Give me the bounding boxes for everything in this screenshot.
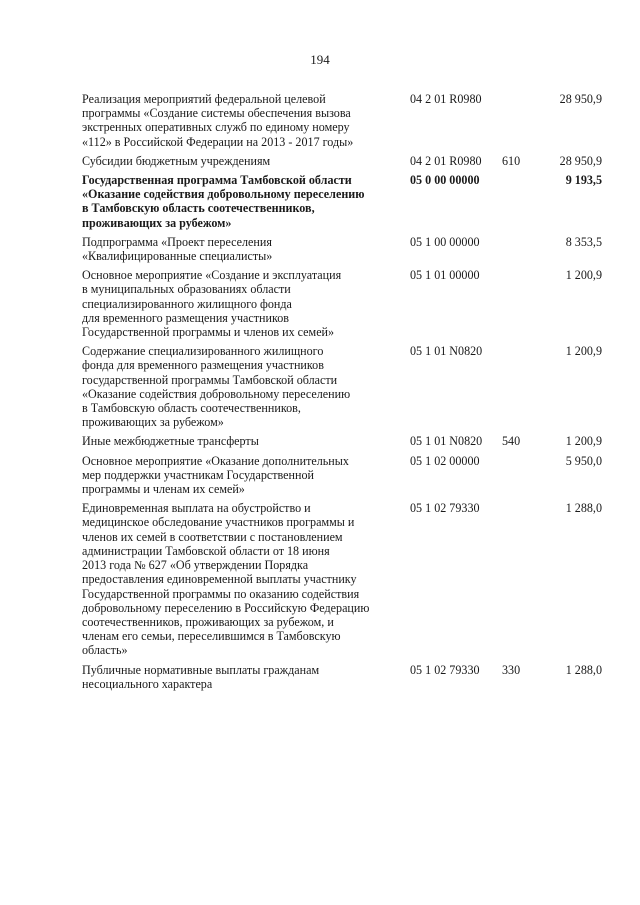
budget-table bbox=[82, 92, 602, 696]
row-name: Подпрограмма «Проект переселения «Квалифицированные специалисты» bbox=[82, 234, 273, 264]
row-name: Реализация мероприятий федеральной целевой программы «Создание системы обеспечения вызова экстренных оперативных служб по единому номеру «112» в Российской Федерации на 2013 - 2017 годы» bbox=[82, 92, 354, 149]
table-row bbox=[82, 92, 602, 149]
table-row bbox=[82, 154, 602, 168]
row-expense-type: 330 bbox=[502, 662, 521, 677]
row-code: 05 1 02 79330 bbox=[410, 501, 480, 516]
table-row bbox=[82, 663, 602, 691]
row-amount: 1 200,9 bbox=[565, 268, 602, 283]
row-code: 05 1 01 N0820 bbox=[410, 434, 483, 449]
row-code: 05 1 00 00000 bbox=[410, 234, 480, 249]
row-name: Основное мероприятие «Оказание дополнительных мер поддержки участникам Государственной программы и членам их семей» bbox=[82, 453, 349, 497]
row-amount: 1 288,0 bbox=[565, 662, 602, 677]
row-amount: 28 950,9 bbox=[559, 92, 602, 106]
row-name: Государственная программа Тамбовской области «Оказание содействия добровольному переселению в Тамбовскую область соотечественников, проживающих за рубежом» bbox=[82, 173, 365, 230]
row-name: Единовременная выплата на обустройство и медицинское обследование участников программы и членов их семей в соответствии с постановлением администрации Тамбовской области от 18 июня 2013 года № 627 «Об утверждении Порядка предоставления единовременной выплаты участнику Государственной программы по оказанию содействия добровольному переселению в Российскую Федерацию соотечественников, проживающих за рубежом, и членам его семьи, переселившимся в Тамбовскую область» bbox=[82, 501, 370, 658]
row-name: Основное мероприятие «Создание и эксплуатация в муниципальных образованиях области специализированного жилищного фонда для временного размещения участников Государственной программы и членов их семей» bbox=[82, 268, 342, 340]
row-code: 05 1 01 00000 bbox=[410, 268, 480, 283]
row-code: 05 1 02 79330 bbox=[410, 662, 480, 677]
table-row bbox=[82, 344, 602, 429]
table-row bbox=[82, 235, 602, 263]
row-amount: 5 950,0 bbox=[565, 453, 602, 468]
row-expense-type: 540 bbox=[502, 434, 521, 449]
row-name: Содержание специализированного жилищного фонда для временного размещения участников государственной программы Тамбовской области «Оказание содействия добровольному переселению в Тамбовскую область соотечественников, проживающих за рубежом» bbox=[82, 344, 351, 430]
table-row bbox=[82, 454, 602, 497]
row-amount: 1 200,9 bbox=[565, 434, 602, 449]
row-amount: 8 353,5 bbox=[565, 234, 602, 249]
row-name: Субсидии бюджетным учреждениям bbox=[82, 153, 271, 168]
row-code: 05 1 01 N0820 bbox=[410, 344, 483, 359]
row-amount: 9 193,5 bbox=[565, 173, 602, 188]
page-number: 194 bbox=[310, 52, 330, 67]
row-amount: 1 288,0 bbox=[565, 501, 602, 516]
row-code: 05 0 00 00000 bbox=[410, 173, 480, 188]
row-expense-type: 610 bbox=[502, 153, 521, 168]
table-row bbox=[82, 268, 602, 339]
row-name: Иные межбюджетные трансферты bbox=[82, 434, 259, 449]
row-amount: 28 950,9 bbox=[559, 153, 602, 168]
row-code: 05 1 02 00000 bbox=[410, 453, 480, 468]
table-row bbox=[82, 434, 602, 448]
row-code: 04 2 01 R0980 bbox=[410, 92, 482, 106]
row-amount: 1 200,9 bbox=[565, 344, 602, 359]
row-code: 04 2 01 R0980 bbox=[410, 153, 482, 168]
row-name: Публичные нормативные выплаты гражданам несоциального характера bbox=[82, 662, 320, 691]
table-row bbox=[82, 173, 602, 230]
table-row bbox=[82, 501, 602, 657]
